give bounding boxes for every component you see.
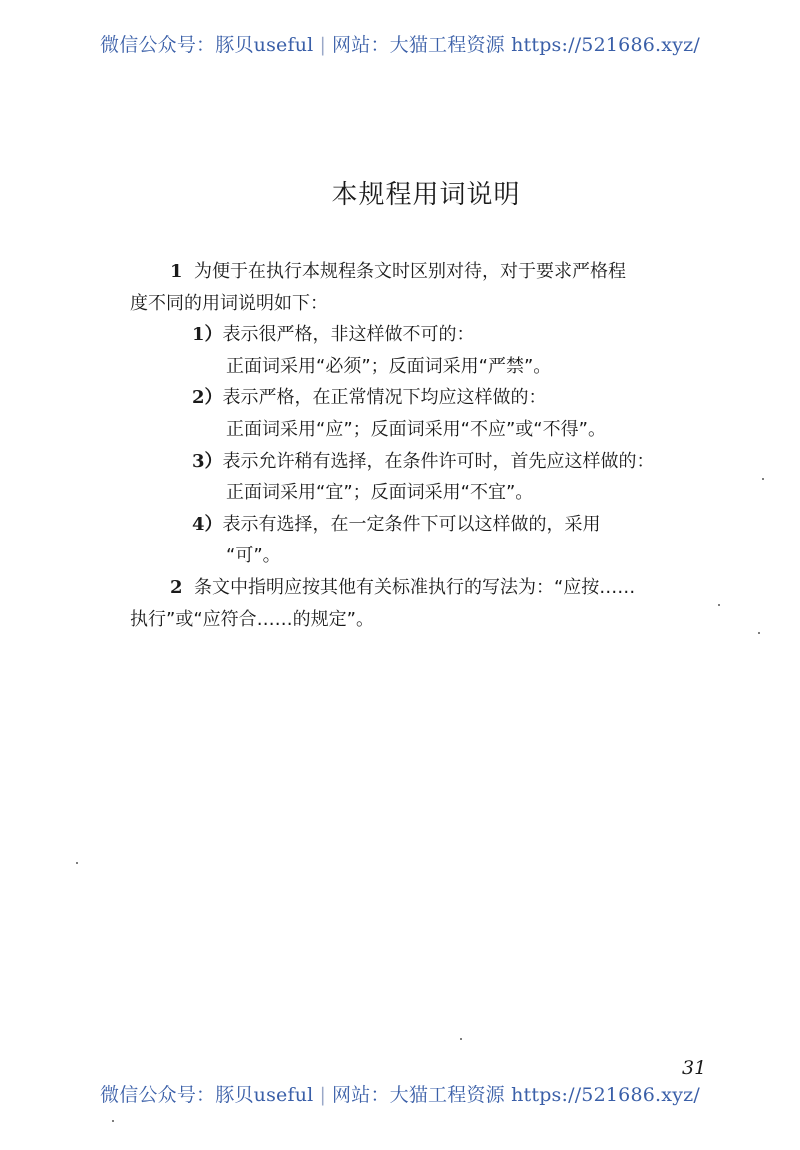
watermark-label: 微信公众号：豚贝useful — [100, 1084, 314, 1106]
clause-2-number: 2 — [170, 576, 183, 598]
item-3-desc: 表示允许稍有选择，在条件许可时，首先应这样做的： — [222, 450, 655, 472]
clause-1 — [130, 256, 724, 288]
clause-1-text-line1: 为便于在执行本规程条文时区别对待，对于要求严格程 — [193, 261, 626, 282]
item-4-desc: 表示有选择，在一定条件下可以这样做的，采用 — [222, 513, 601, 535]
clause-1-item-3 — [130, 446, 724, 478]
watermark-site: 网站：大猫工程资源 https://521686.xyz/ — [332, 34, 700, 56]
clause-1-number: 1 — [170, 261, 183, 282]
scan-speck — [718, 604, 720, 606]
clause-1-item-4 — [130, 509, 724, 541]
item-4-number: 4） — [192, 513, 223, 535]
scan-speck — [758, 632, 760, 634]
watermark-site: 网站：大猫工程资源 https://521686.xyz/ — [332, 1084, 700, 1106]
page-number: 31 — [682, 1057, 707, 1079]
scan-speck — [762, 478, 764, 480]
watermark-separator: | — [319, 34, 327, 56]
watermark-bottom — [0, 1080, 800, 1107]
watermark-top — [0, 30, 800, 57]
clause-2-text-line1: 条文中指明应按其他有关标准执行的写法为：“应按…… — [193, 576, 636, 598]
scan-speck — [112, 1120, 114, 1122]
item-4-words: “可”。 — [226, 545, 281, 567]
watermark-label: 微信公众号：豚贝useful — [100, 34, 314, 56]
item-2-number: 2） — [192, 387, 223, 409]
clause-2 — [130, 572, 724, 604]
item-1-number: 1） — [192, 324, 223, 346]
scan-speck — [460, 1038, 462, 1040]
item-1-desc: 表示很严格，非这样做不可的： — [222, 324, 475, 346]
page-title: 本规程用词说明 — [331, 180, 521, 210]
item-3-words: 正面词采用“宜”；反面词采用“不宜”。 — [226, 482, 534, 504]
scan-speck — [76, 862, 78, 864]
clause-2-continuation: 执行”或“应符合……的规定”。 — [130, 608, 374, 630]
clause-1-continuation: 度不同的用词说明如下： — [130, 292, 328, 314]
item-1-words: 正面词采用“必须”；反面词采用“严禁”。 — [226, 355, 552, 377]
clause-1-item-1 — [130, 319, 724, 351]
item-2-words: 正面词采用“应”；反面词采用“不应”或“不得”。 — [226, 418, 606, 440]
item-2-desc: 表示严格，在正常情况下均应这样做的： — [222, 387, 547, 409]
clause-1-item-2 — [130, 382, 724, 414]
document-body — [130, 256, 724, 635]
watermark-separator: | — [319, 1084, 327, 1106]
item-3-number: 3） — [192, 450, 223, 472]
